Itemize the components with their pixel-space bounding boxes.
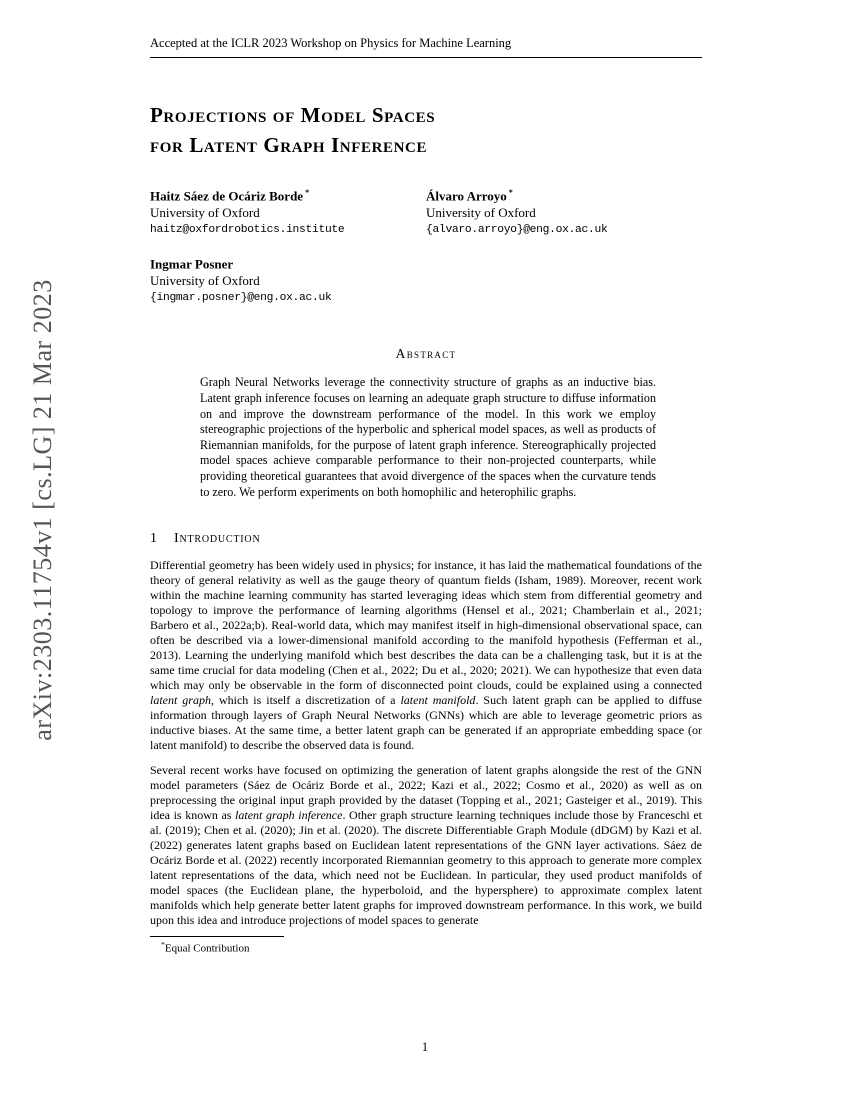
author-block-3: [150, 256, 461, 306]
page-content: [150, 0, 702, 957]
author-mark: *: [305, 188, 310, 198]
author-affiliation: University of Oxford: [150, 205, 260, 221]
footnote-text: [150, 940, 702, 956]
authors-row-2: [150, 256, 702, 306]
section-number: 1: [150, 531, 157, 547]
author-name: [150, 256, 461, 273]
author-mark: *: [508, 188, 513, 198]
author-name-text: Ingmar Posner: [150, 256, 234, 272]
paper-title: [150, 100, 702, 160]
body-paragraph-2: Several recent works have focused on optimizing the generation of latent graphs alongside the rest of the GNN model parameters (Sáez de Ocáriz Borde et al., 2022; Kazi et al., 2022; Cosmo et al., 2020) as well as on preprocessing the original input graph provided by the dataset (Topping et al., 2021; Gasteiger et al., 2019). This idea is known as latent graph inference. Other graph structure learning techniques include those by Franceschi et al. (2019); Chen et al. (2020); Jin et al. (2020). The discrete Differentiable Graph Module (dDGM) by Kazi et al. (2022) generates latent graphs based on Euclidean latent representations of the GNN layer activations. Sáez de Ocáriz Borde et al. (2022) recently incorporated Riemannian geometry to this approach to generate more complex latent representations of the data, which need not be Euclidean. In particular, they used product manifolds of model spaces (the Euclidean plane, the hyperboloid, and the hypersphere) to approximate complex latent manifolds which help generate better latent graphs for improved downstream performance. In this work, we build upon this idea and introduce projections of model spaces to generate: [150, 763, 702, 928]
paper-title-line-2: for Latent Graph Inference: [150, 133, 428, 158]
author-affiliation: University of Oxford: [150, 273, 260, 289]
arxiv-watermark: arXiv:2303.11754v1 [cs.LG] 21 Mar 2023: [28, 279, 57, 741]
author-email: haitz@oxfordrobotics.institute: [150, 223, 345, 236]
footnote-rule: [150, 936, 284, 937]
abstract-section: [150, 346, 702, 500]
footnote-mark: *: [161, 940, 165, 950]
authors-section: [150, 188, 702, 306]
author-name: [426, 188, 702, 205]
acceptance-header: Accepted at the ICLR 2023 Workshop on Physics for Machine Learning: [150, 36, 512, 50]
header-rule: [150, 57, 702, 58]
paper-title-line-1: Projections of Model Spaces: [150, 103, 436, 127]
author-name-text: Haitz Sáez de Ocáriz Borde: [150, 188, 304, 204]
page-number: 1: [421, 1040, 429, 1054]
footnote-section: [150, 936, 702, 956]
abstract-heading: Abstract: [395, 346, 457, 362]
author-name: [150, 188, 426, 205]
body-paragraph-1: Differential geometry has been widely used in physics; for instance, it has laid the mathematical foundations of the theory of general relativity as well as the gauge theory of quantum fields (Isham, 1989). Moreover, recent work within the machine learning community has started leveraging ideas which stem from differential geometry and topology to improve the performance of learning algorithms (Hensel et al., 2021; Chamberlain et al., 2021; Barbero et al., 2022a;b). Real-world data, which may manifest itself in high-dimensional observational space, can often be described via a lower-dimensional manifold according to the manifold hypothesis (Fefferman et al., 2013). Learning the underlying manifold which best describes the data can be a challenging task, but it is at the same time crucial for data modeling (Chen et al., 2022; Du et al., 2020; 2021). We can hypothesize that even data which may only be observable in the form of disconnected point clouds, could be explained using a connected latent graph, which is itself a discretization of a latent manifold. Such latent graph can be applied to diffuse information through layers of Graph Neural Networks (GNNs) which are able to leverage geometric priors as inductive biases. At the same time, a better latent graph can be generated if an appropriate embedding space (or latent manifold) to describe the observed data is found.: [150, 558, 702, 753]
section-heading-introduction: [150, 530, 702, 548]
footnote-label: Equal Contribution: [164, 943, 250, 956]
authors-row-1: [150, 188, 702, 238]
author-block-2: [426, 188, 702, 238]
author-email: {alvaro.arroyo}@eng.ox.ac.uk: [426, 223, 608, 236]
author-block-1: [150, 188, 426, 238]
author-name-text: Álvaro Arroyo: [426, 188, 507, 204]
section-title: Introduction: [174, 531, 261, 547]
author-email: {ingmar.posner}@eng.ox.ac.uk: [150, 292, 332, 305]
abstract-text: Graph Neural Networks leverage the connectivity structure of graphs as an inductive bias. Latent graph inference focuses on learning an adequate graph structure to diffuse information on and improve the downstream performance of the model. In this work we employ stereographic projections of the hyperbolic and spherical model spaces, as well as products of Riemannian manifolds, for the purpose of latent graph inference. Stereographically projected model spaces achieve comparable performance to their non-projected counterparts, while providing theoretical guarantees that avoid divergence of the spaces when the curvature tends to zero. We perform experiments on both homophilic and heterophilic graphs.: [200, 375, 656, 499]
author-affiliation: University of Oxford: [426, 205, 536, 221]
